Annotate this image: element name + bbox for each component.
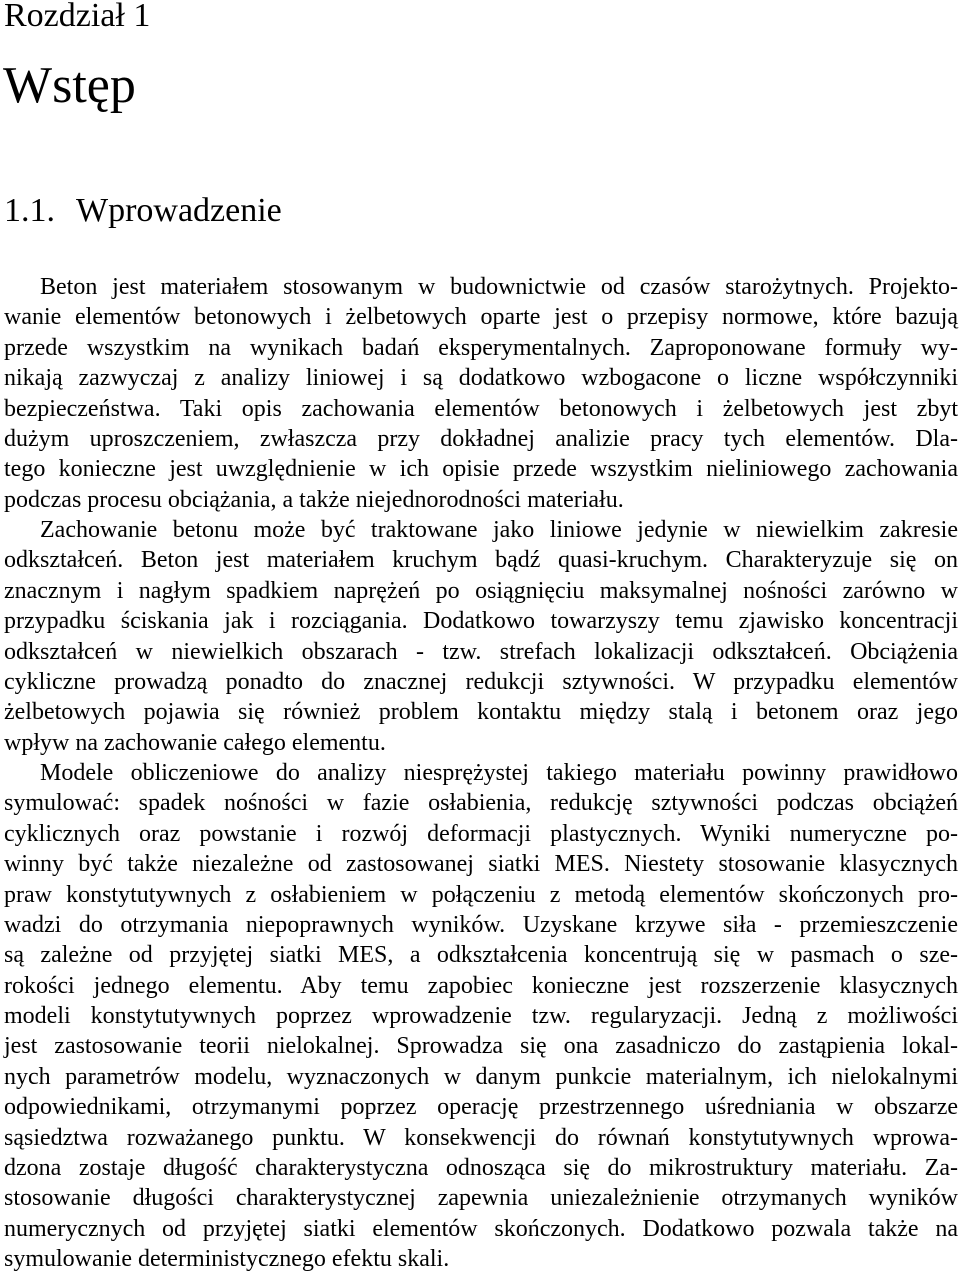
paragraph (4, 272, 958, 515)
text-line: symulowanie deterministycznego efektu skali. (4, 1246, 450, 1272)
text-line: dzona zostaje długość charakterystyczna odnosząca się do mikrostruktury materiału. Za- (4, 1154, 958, 1181)
text-line: nych parametrów modelu, wyznaczonych w danym punkcie materialnym, ich nielokalnymi (4, 1063, 958, 1090)
text-line: nikają zazwyczaj z analizy liniowej i są dodatkowo wzbogacone o liczne współczynniki (4, 365, 958, 392)
chapter-label: Rozdział 1 (4, 0, 151, 34)
section-heading (4, 194, 282, 228)
text-line: przypadku ściskania jak i rozciągania. Dodatkowo towarzyszy temu zjawisko koncentracji (4, 608, 958, 635)
section-number: 1.1. (4, 192, 55, 229)
text-line: numerycznych od przyjętej siatki elementów skończonych. Dodatkowo pozwala także na (4, 1215, 958, 1242)
text-line: Zachowanie betonu może być traktowane jako liniowe jedynie w niewielkim zakresie (40, 517, 958, 543)
text-line: odkształceń. Beton jest materiałem kruchym bądź quasi-kruchym. Charakteryzuje się on (4, 547, 958, 574)
text-line: znacznym i nagłym spadkiem naprężeń po osiągnięciu maksymalnej nośności zarówno w (4, 577, 958, 604)
section-title: Wprowadzenie (76, 192, 282, 229)
text-line: odkształceń w niewielkich obszarach - tzw. strefach lokalizacji odkształceń. Obciążenia (4, 638, 958, 665)
text-line: żelbetowych pojawia się również problem kontaktu między stalą i betonem oraz jego (4, 699, 958, 726)
chapter-title: Wstęp (3, 57, 136, 114)
paragraph (4, 515, 958, 758)
body-text (4, 272, 958, 1274)
text-line: jest zastosowanie teorii nielokalnej. Sprowadza się ona zasadniczo do zastąpienia lokal- (4, 1033, 958, 1060)
text-line: rokości jednego elementu. Aby temu zapobiec konieczne jest rozszerzenie klasycznych (4, 972, 958, 999)
text-line: wanie elementów betonowych i żelbetowych oparte jest o przepisy normowe, które bazują (4, 304, 958, 331)
text-line: wadzi do otrzymania niepoprawnych wyników. Uzyskane krzywe siła - przemieszczenie (4, 911, 958, 938)
text-line: cykliczne prowadzą ponadto do znacznej redukcji sztywności. W przypadku elementów (4, 668, 958, 695)
paragraph (4, 758, 958, 1274)
text-line: stosowanie długości charakterystycznej zapewnia uniezależnienie otrzymanych wyników (4, 1185, 958, 1212)
text-line: tego konieczne jest uwzględnienie w ich opisie przede wszystkim nieliniowego zachowania (4, 456, 958, 483)
text-line: winny być także niezależne od zastosowanej siatki MES. Niestety stosowanie klasycznych (4, 851, 958, 878)
text-line: odpowiednikami, otrzymanymi poprzez operację przestrzennego uśredniania w obszarze (4, 1094, 958, 1121)
text-line: bezpieczeństwa. Taki opis zachowania elementów betonowych i żelbetowych jest zbyt (4, 395, 958, 422)
text-line: symulować: spadek nośności w fazie osłabienia, redukcję sztywności podczas obciążeń (4, 790, 958, 817)
text-line: sąsiedztwa rozważanego punktu. W konsekwencji do równań konstytutywnych wprowa- (4, 1124, 958, 1151)
text-line: Beton jest materiałem stosowanym w budownictwie od czasów starożytnych. Projekto- (40, 274, 958, 300)
text-line: Modele obliczeniowe do analizy niesprężystej takiego materiału powinny prawidłowo (40, 760, 958, 786)
text-line: wpływ na zachowanie całego elementu. (4, 729, 386, 756)
text-line: dużym uproszczeniem, zwłaszcza przy dokładnej analizie pracy tych elementów. Dla- (4, 425, 958, 452)
text-line: przede wszystkim na wynikach badań eksperymentalnych. Zaproponowane formuły wy- (4, 334, 958, 361)
text-line: praw konstytutywnych z osłabieniem w połączeniu z metodą elementów skończonych pro- (4, 881, 958, 908)
text-line: cyklicznych oraz powstanie i rozwój deformacji plastycznych. Wyniki numeryczne po- (4, 820, 958, 847)
text-line: podczas procesu obciążania, a także niejednorodności materiału. (4, 486, 624, 513)
text-line: modeli konstytutywnych poprzez wprowadzenie tzw. regularyzacji. Jedną z możliwości (4, 1003, 958, 1029)
text-line: są zależne od przyjętej siatki MES, a odkształcenia koncentrują się w pasmach o sze- (4, 942, 958, 969)
